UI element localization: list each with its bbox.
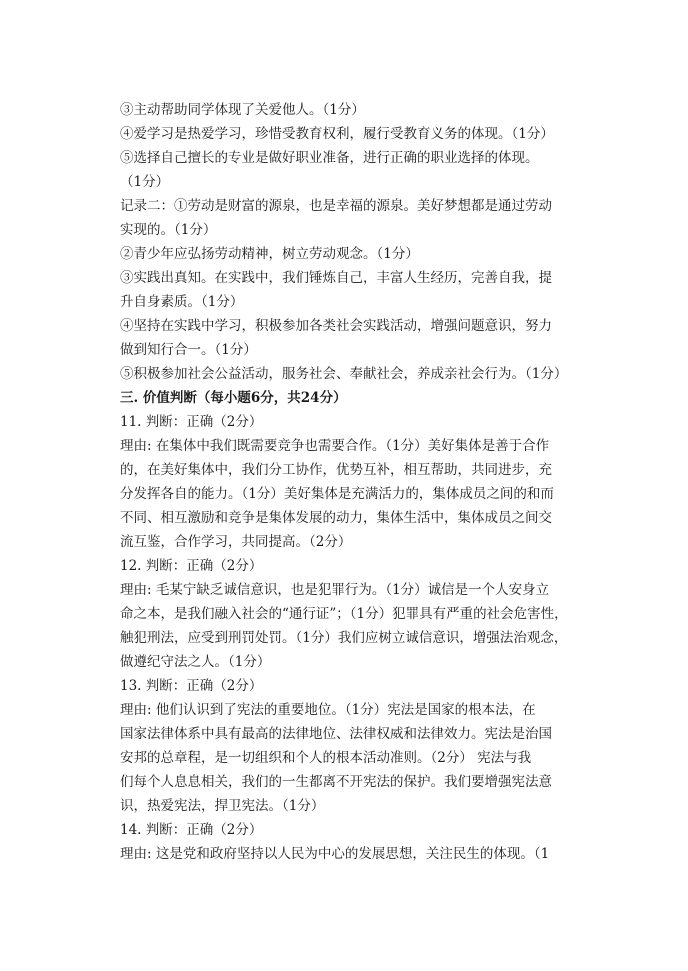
text-line: 的，在美好集体中，我们分工协作，优势互补，相互帮助，共同进步，充 [120, 462, 552, 478]
text-line: 流互鉴，合作学习，共同提高。（2分） [120, 534, 352, 550]
text-line: 做到知行合一。（1分） [120, 342, 257, 358]
text-line: ②青少年应弘扬劳动精神，树立劳动观念。（1分） [120, 246, 419, 262]
text-line: 升自身素质。（1分） [120, 294, 244, 310]
text-line: ⑤积极参加社会公益活动，服务社会、奉献社会，养成亲社会行为。（1分） [120, 366, 568, 382]
text-line: 分发挥各自的能力。（1分）美好集体是充满活力的，集体成员之间的和而 [120, 486, 554, 502]
text-line: 实现的。（1分） [120, 222, 217, 238]
section-heading: 三. 价值判断（每小题6分，共24分） [120, 390, 347, 406]
text-line: 13. 判断：正确（2分） [120, 678, 263, 694]
text-line: ③主动帮助同学体现了关爱他人。（1分） [120, 102, 365, 118]
text-line: ④爱学习是热爱学习，珍惜受教育权利，履行受教育义务的体现。（1分） [120, 126, 554, 142]
text-line: 理由: 在集体中我们既需要竞争也需要合作。（1分）美好集体是善于合作 [120, 438, 550, 454]
text-line: 们每个人息息相关，我们的一生都离不开宪法的保护。我们要增强宪法意 [120, 774, 552, 790]
text-line: 理由: 这是党和政府坚持以人民为中心的发展思想，关注民生的体现。（1 [120, 846, 550, 862]
text-line: ⑤选择自己擅长的专业是做好职业准备，进行正确的职业选择的体现。 [120, 150, 539, 166]
text-line: 国家法律体系中具有最高的法律地位、法律权威和法律效力。宪法是治国 [120, 726, 552, 742]
text-line: 触犯刑法，应受到刑罚处罚。（1分）我们应树立诚信意识，增强法治观念， [120, 630, 568, 646]
text-line: 记录二：①劳动是财富的源泉，也是幸福的源泉。美好梦想都是通过劳动 [120, 198, 552, 214]
text-line: 12. 判断：正确（2分） [120, 558, 263, 574]
text-line: 不同、相互激励和竞争是集体发展的动力，集体生活中，集体成员之间交 [120, 510, 552, 526]
text-line: 做遵纪守法之人。（1分） [120, 654, 271, 670]
text-line: ③实践出真知。在实践中，我们锤炼自己，丰富人生经历，完善自我，提 [120, 270, 552, 286]
text-line: （1分） [120, 174, 170, 190]
text-line: ④坚持在实践中学习，积极参加各类社会实践活动，增强问题意识，努力 [120, 318, 552, 334]
text-line: 理由: 他们认识到了宪法的重要地位。（1分）宪法是国家的根本法，在 [120, 702, 536, 718]
text-line: 14. 判断：正确（2分） [120, 822, 263, 838]
text-line: 11. 判断：正确（2分） [120, 414, 263, 430]
text-line: 命之本，是我们融入社会的“通行证”；（1分）犯罪具有严重的社会危害性， [120, 606, 568, 622]
text-line: 安邦的总章程，是一切组织和个人的根本活动准则。（2分） 宪法与我 [120, 750, 532, 766]
text-line: 理由: 毛某宁缺乏诚信意识，也是犯罪行为。（1分）诚信是一个人安身立 [120, 582, 550, 598]
text-line: 识，热爱宪法，捍卫宪法。（1分） [120, 798, 325, 814]
